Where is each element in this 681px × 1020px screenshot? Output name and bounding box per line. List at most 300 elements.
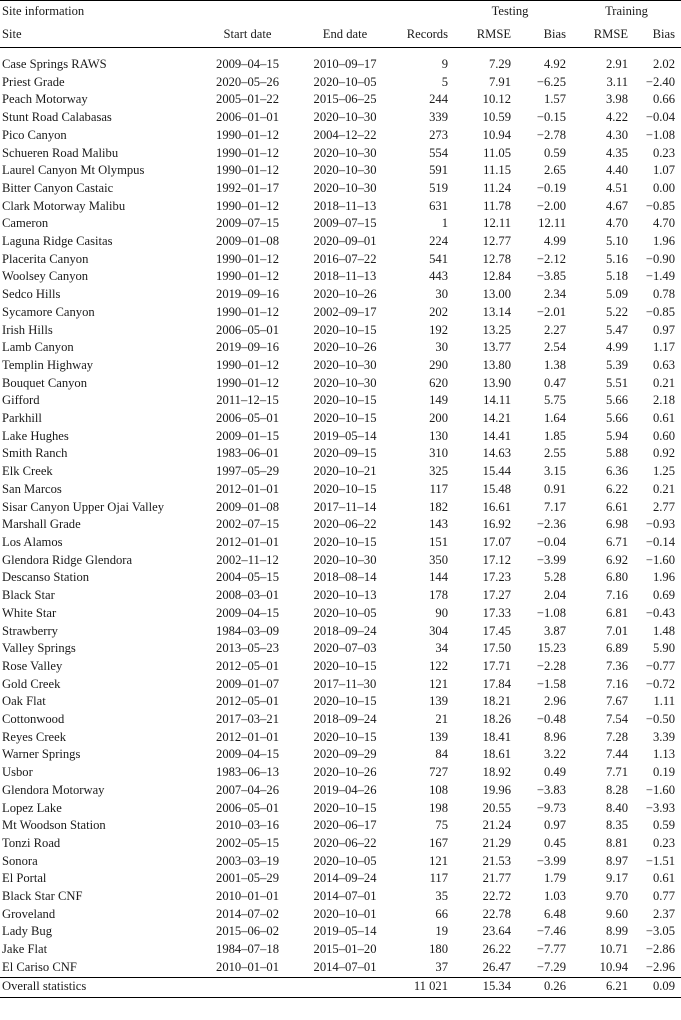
cell-testing-bias: 6.48 bbox=[543, 906, 567, 921]
cell-site: Reyes Creek bbox=[2, 729, 66, 744]
cell-start-date: 1990–01–12 bbox=[216, 145, 279, 160]
cell-testing-rmse: 17.33 bbox=[482, 605, 512, 620]
cell-site: Pico Canyon bbox=[2, 127, 67, 142]
cell-end-date: 2020–10–05 bbox=[313, 605, 377, 620]
cell-training-rmse: 5.16 bbox=[605, 251, 629, 266]
cell-site: Lake Hughes bbox=[2, 428, 69, 443]
cell-training-bias: 4.70 bbox=[652, 216, 676, 231]
table-row bbox=[0, 375, 681, 393]
cell-training-bias: −0.85 bbox=[645, 198, 676, 213]
cell-testing-rmse: 26.22 bbox=[482, 942, 512, 957]
cell-testing-rmse: 16.92 bbox=[482, 517, 512, 532]
cell-records: 198 bbox=[429, 800, 449, 815]
cell-training-rmse: 6.92 bbox=[605, 552, 629, 567]
cell-site: Rose Valley bbox=[2, 658, 63, 673]
cell-site: Mt Woodson Station bbox=[2, 818, 106, 833]
cell-start-date: 2006–05–01 bbox=[216, 411, 279, 426]
table-row bbox=[0, 800, 681, 818]
cell-site: Stunt Road Calabasas bbox=[2, 110, 112, 125]
cell-records: 139 bbox=[429, 694, 449, 709]
cell-testing-rmse: 14.63 bbox=[482, 446, 512, 461]
cell-start-date: 2012–01–01 bbox=[216, 481, 279, 496]
cell-site: Tonzi Road bbox=[2, 835, 61, 850]
cell-testing-bias: −3.99 bbox=[536, 552, 567, 567]
table-footer bbox=[0, 977, 681, 997]
cell-start-date: 2001–05–29 bbox=[216, 871, 279, 886]
cell-training-rmse: 7.54 bbox=[605, 712, 629, 727]
cell-start-date: 2002–07–15 bbox=[216, 517, 279, 532]
cell-records: 541 bbox=[429, 251, 449, 266]
cell-training-bias: −2.40 bbox=[645, 74, 676, 89]
cell-records: 66 bbox=[435, 906, 449, 921]
cell-start-date: 1990–01–12 bbox=[216, 375, 279, 390]
cell-testing-rmse: 13.00 bbox=[482, 287, 512, 302]
cell-training-bias: 1.17 bbox=[652, 340, 676, 355]
cell-end-date: 2020–10–26 bbox=[313, 765, 377, 780]
cell-records: 117 bbox=[429, 481, 449, 496]
cell-testing-rmse: 12.84 bbox=[482, 269, 512, 284]
cell-training-rmse: 4.70 bbox=[605, 216, 629, 231]
cell-records: 178 bbox=[429, 588, 449, 603]
cell-training-rmse: 5.66 bbox=[605, 411, 629, 426]
table-row bbox=[0, 870, 681, 888]
table-row bbox=[0, 322, 681, 340]
cell-training-bias: 1.25 bbox=[652, 464, 676, 479]
cell-site: Lady Bug bbox=[2, 924, 53, 939]
cell-testing-rmse: 17.84 bbox=[482, 676, 512, 691]
cell-end-date: 2020–10–05 bbox=[313, 74, 377, 89]
cell-training-bias: 5.90 bbox=[652, 641, 676, 656]
cell-testing-bias: −2.00 bbox=[536, 198, 567, 213]
cell-testing-bias: −2.01 bbox=[536, 304, 567, 319]
cell-testing-bias: −1.08 bbox=[536, 605, 567, 620]
cell-records: 350 bbox=[429, 552, 449, 567]
cell-testing-rmse: 23.64 bbox=[482, 924, 512, 939]
cell-records: 122 bbox=[429, 658, 449, 673]
cell-training-bias: −0.77 bbox=[645, 658, 676, 673]
cell-training-bias: 0.77 bbox=[652, 889, 676, 904]
cell-site: Sonora bbox=[2, 853, 38, 868]
cell-records: 591 bbox=[429, 163, 449, 178]
table-row bbox=[0, 445, 681, 463]
cell-end-date: 2018–11–13 bbox=[313, 198, 377, 213]
cell-training-bias: 0.78 bbox=[652, 287, 676, 302]
cell-site: Glendora Motorway bbox=[2, 782, 105, 797]
cell-training-bias: 0.19 bbox=[652, 765, 676, 780]
cell-start-date: 2013–05–23 bbox=[216, 641, 279, 656]
cell-training-rmse: 7.16 bbox=[605, 588, 629, 603]
cell-end-date: 2020–10–30 bbox=[313, 552, 377, 567]
cell-training-rmse: 6.71 bbox=[605, 534, 629, 549]
cell-testing-bias: 3.87 bbox=[543, 623, 567, 638]
cell-site: Templin Highway bbox=[2, 357, 94, 372]
cell-testing-rmse: 12.78 bbox=[482, 251, 512, 266]
cell-training-bias: −1.49 bbox=[645, 269, 676, 284]
cell-site: Parkhill bbox=[2, 411, 42, 426]
cell-testing-rmse: 17.50 bbox=[482, 641, 512, 656]
table-row bbox=[0, 693, 681, 711]
cell-records: 310 bbox=[429, 446, 449, 461]
cell-site: El Portal bbox=[2, 871, 47, 886]
table-row bbox=[0, 198, 681, 216]
cell-testing-bias: −0.15 bbox=[536, 110, 567, 125]
table-row bbox=[0, 534, 681, 552]
cell-end-date: 2010–09–17 bbox=[313, 57, 377, 71]
cell-end-date: 2020–10–21 bbox=[313, 464, 377, 479]
cell-testing-bias: 1.03 bbox=[543, 889, 567, 904]
cell-start-date: 1990–01–12 bbox=[216, 304, 279, 319]
cell-testing-bias: 0.59 bbox=[543, 145, 567, 160]
cell-training-bias: 0.23 bbox=[652, 835, 676, 850]
cell-training-bias: 0.97 bbox=[652, 322, 676, 337]
cell-start-date: 2004–05–15 bbox=[216, 570, 279, 585]
cell-testing-bias: 2.65 bbox=[543, 163, 567, 178]
cell-site: Lopez Lake bbox=[2, 800, 62, 815]
cell-testing-bias: 5.75 bbox=[543, 393, 567, 408]
cell-records: 19 bbox=[435, 924, 449, 939]
cell-training-bias: −0.85 bbox=[645, 304, 676, 319]
cell-start-date: 1984–03–09 bbox=[216, 623, 279, 638]
cell-training-bias: 0.00 bbox=[652, 180, 676, 195]
cell-training-rmse: 9.70 bbox=[605, 889, 629, 904]
table-row bbox=[0, 48, 681, 74]
cell-site: Warner Springs bbox=[2, 747, 81, 762]
cell-training-rmse: 6.98 bbox=[605, 517, 629, 532]
cell-end-date: 2018–09–24 bbox=[313, 712, 377, 727]
table-row bbox=[0, 127, 681, 145]
cell-records: 121 bbox=[429, 853, 449, 868]
cell-training-rmse: 4.51 bbox=[605, 180, 629, 195]
cell-end-date: 2020–09–15 bbox=[313, 446, 377, 461]
cell-start-date: 2007–04–26 bbox=[216, 782, 279, 797]
cell-testing-rmse: 11.15 bbox=[483, 163, 512, 178]
cell-end-date: 2004–12–22 bbox=[313, 127, 377, 142]
cell-records: 244 bbox=[429, 92, 449, 107]
cell-start-date: 2015–06–02 bbox=[216, 924, 279, 939]
cell-site: Groveland bbox=[2, 906, 56, 921]
cell-site: Gold Creek bbox=[2, 676, 61, 691]
cell-training-rmse: 8.81 bbox=[605, 835, 629, 850]
cell-training-rmse: 5.22 bbox=[605, 304, 629, 319]
overall-end-date bbox=[295, 977, 395, 997]
cell-testing-rmse: 10.12 bbox=[482, 92, 512, 107]
cell-start-date: 2010–01–01 bbox=[216, 889, 279, 904]
cell-testing-rmse: 18.21 bbox=[482, 694, 512, 709]
cell-records: 180 bbox=[429, 942, 449, 957]
cell-testing-bias: −7.77 bbox=[536, 942, 567, 957]
cell-records: 224 bbox=[429, 234, 449, 249]
cell-records: 325 bbox=[429, 464, 449, 479]
cell-testing-rmse: 12.11 bbox=[483, 216, 512, 231]
cell-testing-bias: 1.64 bbox=[543, 411, 567, 426]
cell-end-date: 2017–11–30 bbox=[313, 676, 377, 691]
cell-site: Case Springs RAWS bbox=[2, 57, 107, 71]
cell-start-date: 1990–01–12 bbox=[216, 251, 279, 266]
table-row bbox=[0, 109, 681, 127]
cell-end-date: 2020–10–30 bbox=[313, 180, 377, 195]
col-header-end-date: End date bbox=[295, 23, 395, 48]
cell-start-date: 2017–03–21 bbox=[216, 712, 279, 727]
cell-site: Gifford bbox=[2, 393, 40, 408]
cell-start-date: 1983–06–01 bbox=[216, 446, 279, 461]
cell-training-rmse: 10.94 bbox=[599, 959, 629, 974]
cell-training-bias: −0.04 bbox=[645, 110, 676, 125]
table-row bbox=[0, 463, 681, 481]
table-row bbox=[0, 357, 681, 375]
cell-end-date: 2020–10–15 bbox=[313, 694, 377, 709]
cell-site: Woolsey Canyon bbox=[2, 269, 89, 284]
cell-records: 21 bbox=[435, 712, 449, 727]
cell-start-date: 2002–05–15 bbox=[216, 835, 279, 850]
cell-start-date: 2006–01–01 bbox=[216, 110, 279, 125]
table-body bbox=[0, 48, 681, 978]
cell-start-date: 2009–07–15 bbox=[216, 216, 279, 231]
cell-training-bias: −0.72 bbox=[645, 676, 676, 691]
cell-site: Black Star bbox=[2, 588, 55, 603]
cell-training-bias: 0.69 bbox=[652, 588, 676, 603]
cell-training-bias: 2.77 bbox=[652, 499, 676, 514]
cell-training-bias: 0.66 bbox=[652, 92, 676, 107]
cell-testing-rmse: 17.45 bbox=[482, 623, 512, 638]
cell-records: 151 bbox=[429, 534, 449, 549]
cell-testing-rmse: 22.72 bbox=[482, 889, 512, 904]
cell-end-date: 2014–07–01 bbox=[313, 889, 377, 904]
cell-start-date: 2009–01–08 bbox=[216, 499, 279, 514]
table-row bbox=[0, 746, 681, 764]
cell-testing-rmse: 21.24 bbox=[482, 818, 512, 833]
table-row bbox=[0, 711, 681, 729]
table-row bbox=[0, 91, 681, 109]
cell-training-rmse: 5.09 bbox=[605, 287, 629, 302]
cell-testing-bias: 0.45 bbox=[543, 835, 567, 850]
cell-training-rmse: 4.30 bbox=[605, 127, 629, 142]
cell-end-date: 2020–10–30 bbox=[313, 163, 377, 178]
cell-start-date: 1984–07–18 bbox=[216, 942, 279, 957]
cell-end-date: 2020–07–03 bbox=[313, 641, 377, 656]
cell-training-bias: 1.13 bbox=[652, 747, 676, 762]
table-row bbox=[0, 499, 681, 517]
cell-training-bias: 0.23 bbox=[652, 145, 676, 160]
col-header-training-rmse: RMSE bbox=[572, 23, 634, 48]
table-row bbox=[0, 587, 681, 605]
cell-training-rmse: 6.36 bbox=[605, 464, 629, 479]
cell-testing-bias: −7.46 bbox=[536, 924, 567, 939]
cell-site: Clark Motorway Malibu bbox=[2, 198, 126, 213]
cell-training-rmse: 6.22 bbox=[605, 481, 629, 496]
cell-testing-rmse: 13.90 bbox=[482, 375, 512, 390]
table-row bbox=[0, 764, 681, 782]
cell-testing-rmse: 12.77 bbox=[482, 234, 512, 249]
cell-training-rmse: 7.71 bbox=[605, 765, 629, 780]
cell-testing-rmse: 15.48 bbox=[482, 481, 512, 496]
cell-testing-rmse: 7.91 bbox=[488, 74, 512, 89]
cell-site: Laguna Ridge Casitas bbox=[2, 234, 113, 249]
cell-testing-rmse: 18.61 bbox=[482, 747, 512, 762]
cell-training-rmse: 7.16 bbox=[605, 676, 629, 691]
cell-records: 121 bbox=[429, 676, 449, 691]
cell-end-date: 2020–10–15 bbox=[313, 322, 377, 337]
cell-end-date: 2015–06–25 bbox=[313, 92, 377, 107]
cell-end-date: 2020–06–22 bbox=[313, 517, 377, 532]
table-row bbox=[0, 145, 681, 163]
cell-site: San Marcos bbox=[2, 481, 62, 496]
cell-records: 727 bbox=[429, 765, 449, 780]
cell-testing-bias: 1.57 bbox=[543, 92, 567, 107]
cell-testing-bias: 0.47 bbox=[543, 375, 567, 390]
cell-start-date: 2012–01–01 bbox=[216, 534, 279, 549]
cell-records: 75 bbox=[435, 818, 449, 833]
cell-testing-rmse: 11.78 bbox=[483, 198, 512, 213]
col-header-testing-rmse: RMSE bbox=[448, 23, 517, 48]
cell-training-rmse: 3.11 bbox=[606, 74, 629, 89]
cell-training-rmse: 5.18 bbox=[605, 269, 629, 284]
cell-start-date: 2003–03–19 bbox=[216, 853, 279, 868]
cell-testing-bias: 8.96 bbox=[543, 729, 567, 744]
cell-records: 443 bbox=[429, 269, 449, 284]
cell-records: 620 bbox=[429, 375, 449, 390]
cell-start-date: 2012–01–01 bbox=[216, 729, 279, 744]
cell-testing-rmse: 15.44 bbox=[482, 464, 512, 479]
cell-start-date: 2009–01–08 bbox=[216, 234, 279, 249]
table-row bbox=[0, 286, 681, 304]
cell-start-date: 2019–09–16 bbox=[216, 340, 279, 355]
cell-testing-bias: 5.28 bbox=[543, 570, 567, 585]
cell-training-bias: 0.60 bbox=[652, 428, 676, 443]
cell-testing-bias: −6.25 bbox=[536, 74, 567, 89]
cell-site: Cottonwood bbox=[2, 712, 65, 727]
cell-end-date: 2020–10–30 bbox=[313, 110, 377, 125]
cell-end-date: 2020–09–29 bbox=[313, 747, 377, 762]
cell-testing-bias: 1.85 bbox=[543, 428, 567, 443]
cell-training-bias: 0.61 bbox=[652, 411, 676, 426]
cell-training-rmse: 8.97 bbox=[605, 853, 629, 868]
table-row bbox=[0, 853, 681, 871]
cell-records: 554 bbox=[429, 145, 449, 160]
cell-training-rmse: 7.67 bbox=[605, 694, 629, 709]
cell-testing-rmse: 13.25 bbox=[482, 322, 512, 337]
group-testing: Testing bbox=[448, 1, 572, 24]
cell-start-date: 1990–01–12 bbox=[216, 198, 279, 213]
cell-end-date: 2019–05–14 bbox=[313, 924, 377, 939]
cell-end-date: 2014–09–24 bbox=[313, 871, 377, 886]
cell-end-date: 2020–10–30 bbox=[313, 375, 377, 390]
cell-training-bias: −1.08 bbox=[645, 127, 676, 142]
cell-records: 37 bbox=[435, 959, 449, 974]
table-row bbox=[0, 658, 681, 676]
cell-start-date: 2010–03–16 bbox=[216, 818, 279, 833]
cell-training-rmse: 6.89 bbox=[605, 641, 629, 656]
cell-testing-bias: 2.55 bbox=[543, 446, 567, 461]
table-row bbox=[0, 959, 681, 977]
table-row bbox=[0, 251, 681, 269]
cell-start-date: 2020–05–26 bbox=[216, 74, 279, 89]
table-row bbox=[0, 392, 681, 410]
cell-site: Bouquet Canyon bbox=[2, 375, 88, 390]
cell-testing-rmse: 18.26 bbox=[482, 712, 512, 727]
cell-testing-rmse: 16.61 bbox=[482, 499, 512, 514]
cell-training-rmse: 8.40 bbox=[605, 800, 629, 815]
cell-start-date: 1990–01–12 bbox=[216, 357, 279, 372]
cell-testing-bias: 12.11 bbox=[538, 216, 567, 231]
cell-testing-rmse: 11.05 bbox=[483, 145, 512, 160]
cell-testing-bias: 4.99 bbox=[543, 234, 567, 249]
table-row bbox=[0, 268, 681, 286]
col-header-start-date: Start date bbox=[200, 23, 295, 48]
cell-end-date: 2018–09–24 bbox=[313, 623, 377, 638]
cell-records: 519 bbox=[429, 180, 449, 195]
cell-end-date: 2018–08–14 bbox=[313, 570, 377, 585]
cell-site: Irish Hills bbox=[2, 322, 53, 337]
cell-training-rmse: 6.61 bbox=[605, 499, 629, 514]
group-site-information: Site information bbox=[0, 1, 448, 24]
cell-end-date: 2019–05–14 bbox=[313, 428, 377, 443]
cell-end-date: 2020–10–15 bbox=[313, 729, 377, 744]
cell-end-date: 2019–04–26 bbox=[313, 782, 377, 797]
cell-site: Sisar Canyon Upper Ojai Valley bbox=[2, 499, 165, 514]
cell-testing-bias: 2.54 bbox=[543, 340, 567, 355]
cell-site: Usbor bbox=[2, 765, 33, 780]
cell-training-rmse: 7.28 bbox=[605, 729, 629, 744]
cell-testing-bias: 2.96 bbox=[543, 694, 567, 709]
cell-records: 90 bbox=[435, 605, 449, 620]
cell-testing-rmse: 18.92 bbox=[482, 765, 512, 780]
cell-records: 130 bbox=[429, 428, 449, 443]
cell-site: Placerita Canyon bbox=[2, 251, 89, 266]
cell-site: Elk Creek bbox=[2, 464, 53, 479]
table-row bbox=[0, 676, 681, 694]
cell-testing-bias: −7.29 bbox=[536, 959, 567, 974]
table-row bbox=[0, 782, 681, 800]
cell-testing-bias: 2.27 bbox=[543, 322, 567, 337]
overall-label: Overall statistics bbox=[0, 977, 200, 997]
cell-training-rmse: 2.91 bbox=[605, 57, 629, 71]
cell-training-bias: −3.93 bbox=[645, 800, 676, 815]
table-row bbox=[0, 817, 681, 835]
cell-records: 144 bbox=[429, 570, 449, 585]
cell-testing-bias: 15.23 bbox=[537, 641, 567, 656]
cell-training-bias: −3.05 bbox=[645, 924, 676, 939]
cell-testing-bias: 1.79 bbox=[543, 871, 567, 886]
cell-testing-bias: −3.83 bbox=[536, 782, 567, 797]
cell-records: 139 bbox=[429, 729, 449, 744]
table-row bbox=[0, 74, 681, 92]
table-row bbox=[0, 162, 681, 180]
cell-end-date: 2015–01–20 bbox=[313, 942, 377, 957]
cell-end-date: 2020–06–22 bbox=[313, 835, 377, 850]
cell-training-rmse: 7.01 bbox=[605, 623, 629, 638]
cell-end-date: 2002–09–17 bbox=[313, 304, 377, 319]
table-row bbox=[0, 569, 681, 587]
cell-training-bias: 2.37 bbox=[652, 906, 676, 921]
cell-training-rmse: 8.28 bbox=[605, 782, 629, 797]
cell-testing-rmse: 19.96 bbox=[482, 782, 512, 797]
cell-training-bias: −1.60 bbox=[645, 782, 676, 797]
cell-testing-bias: 2.34 bbox=[543, 287, 567, 302]
table-header bbox=[0, 1, 681, 48]
cell-end-date: 2017–11–14 bbox=[313, 499, 377, 514]
cell-end-date: 2020–10–15 bbox=[313, 393, 377, 408]
cell-start-date: 2006–05–01 bbox=[216, 322, 279, 337]
cell-testing-rmse: 17.07 bbox=[482, 534, 512, 549]
cell-testing-bias: 0.97 bbox=[543, 818, 567, 833]
cell-records: 30 bbox=[435, 287, 449, 302]
cell-end-date: 2020–10–01 bbox=[313, 906, 377, 921]
cell-testing-rmse: 13.77 bbox=[482, 340, 512, 355]
cell-training-bias: −2.96 bbox=[645, 959, 676, 974]
table-row bbox=[0, 835, 681, 853]
cell-training-bias: 3.39 bbox=[652, 729, 676, 744]
cell-records: 167 bbox=[429, 835, 449, 850]
